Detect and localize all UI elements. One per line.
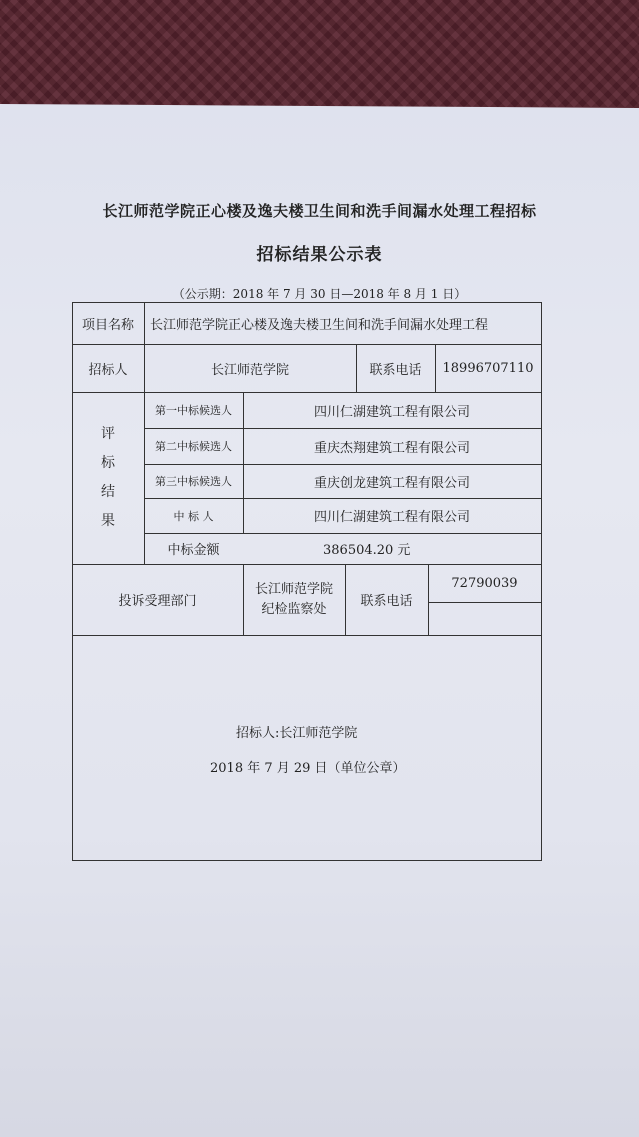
amount-value: 386504.20 元 [323,543,411,558]
evaluation-char: 评 [101,426,115,442]
candidate2-value: 重庆杰翔建筑工程有限公司 [313,440,470,456]
tenderer-label: 招标人 [88,362,128,378]
document-subtitle: 招标结果公示表 [256,245,383,265]
project-value: 长江师范学院正心楼及逸夫楼卫生间和洗手间漏水处理工程 [150,317,489,333]
row-divider [428,602,542,603]
complaint-dept-line2: 纪检监察处 [261,601,327,617]
contact-value: 18996707110 [442,360,534,376]
evaluation-char: 果 [101,513,115,529]
document-title: 长江师范学院正心楼及逸夫楼卫生间和洗手间漏水处理工程招标 [102,202,537,220]
winner-label: 中 标 人 [173,509,214,523]
contact-label: 联系电话 [369,362,422,378]
candidate1-label: 第一中标候选人 [155,404,232,417]
amount-label: 中标金额 [167,543,220,558]
publicity-period: （公示期：2018 年 7 月 30 日—2018 年 8 月 1 日） [172,287,467,301]
complaint-dept-value [243,564,345,635]
evaluation-char: 结 [101,484,115,500]
project-label: 项目名称 [81,317,134,333]
issuer-signature: 招标人:长江师范学院 [236,726,358,741]
complaint-dept-line1: 长江师范学院 [254,581,333,597]
candidate1-value: 四川仁湖建筑工程有限公司 [313,404,470,420]
table-border-right [541,302,542,860]
winner-value: 四川仁湖建筑工程有限公司 [313,510,470,525]
complaint-contact-value: 72790039 [451,575,518,591]
row-divider [72,635,542,636]
candidate3-label: 第三中标候选人 [155,475,232,488]
table-border-bottom [72,860,542,861]
complaint-contact-label: 联系电话 [360,594,413,609]
tenderer-value: 长江师范学院 [210,362,289,378]
candidate2-label: 第二中标候选人 [155,440,232,453]
evaluation-result-label [72,392,144,564]
issue-date: 2018 年 7 月 29 日（单位公章） [210,761,406,776]
candidate3-value: 重庆创龙建筑工程有限公司 [313,475,470,491]
complaint-dept-label: 投诉受理部门 [118,594,197,609]
evaluation-char: 标 [101,455,115,471]
